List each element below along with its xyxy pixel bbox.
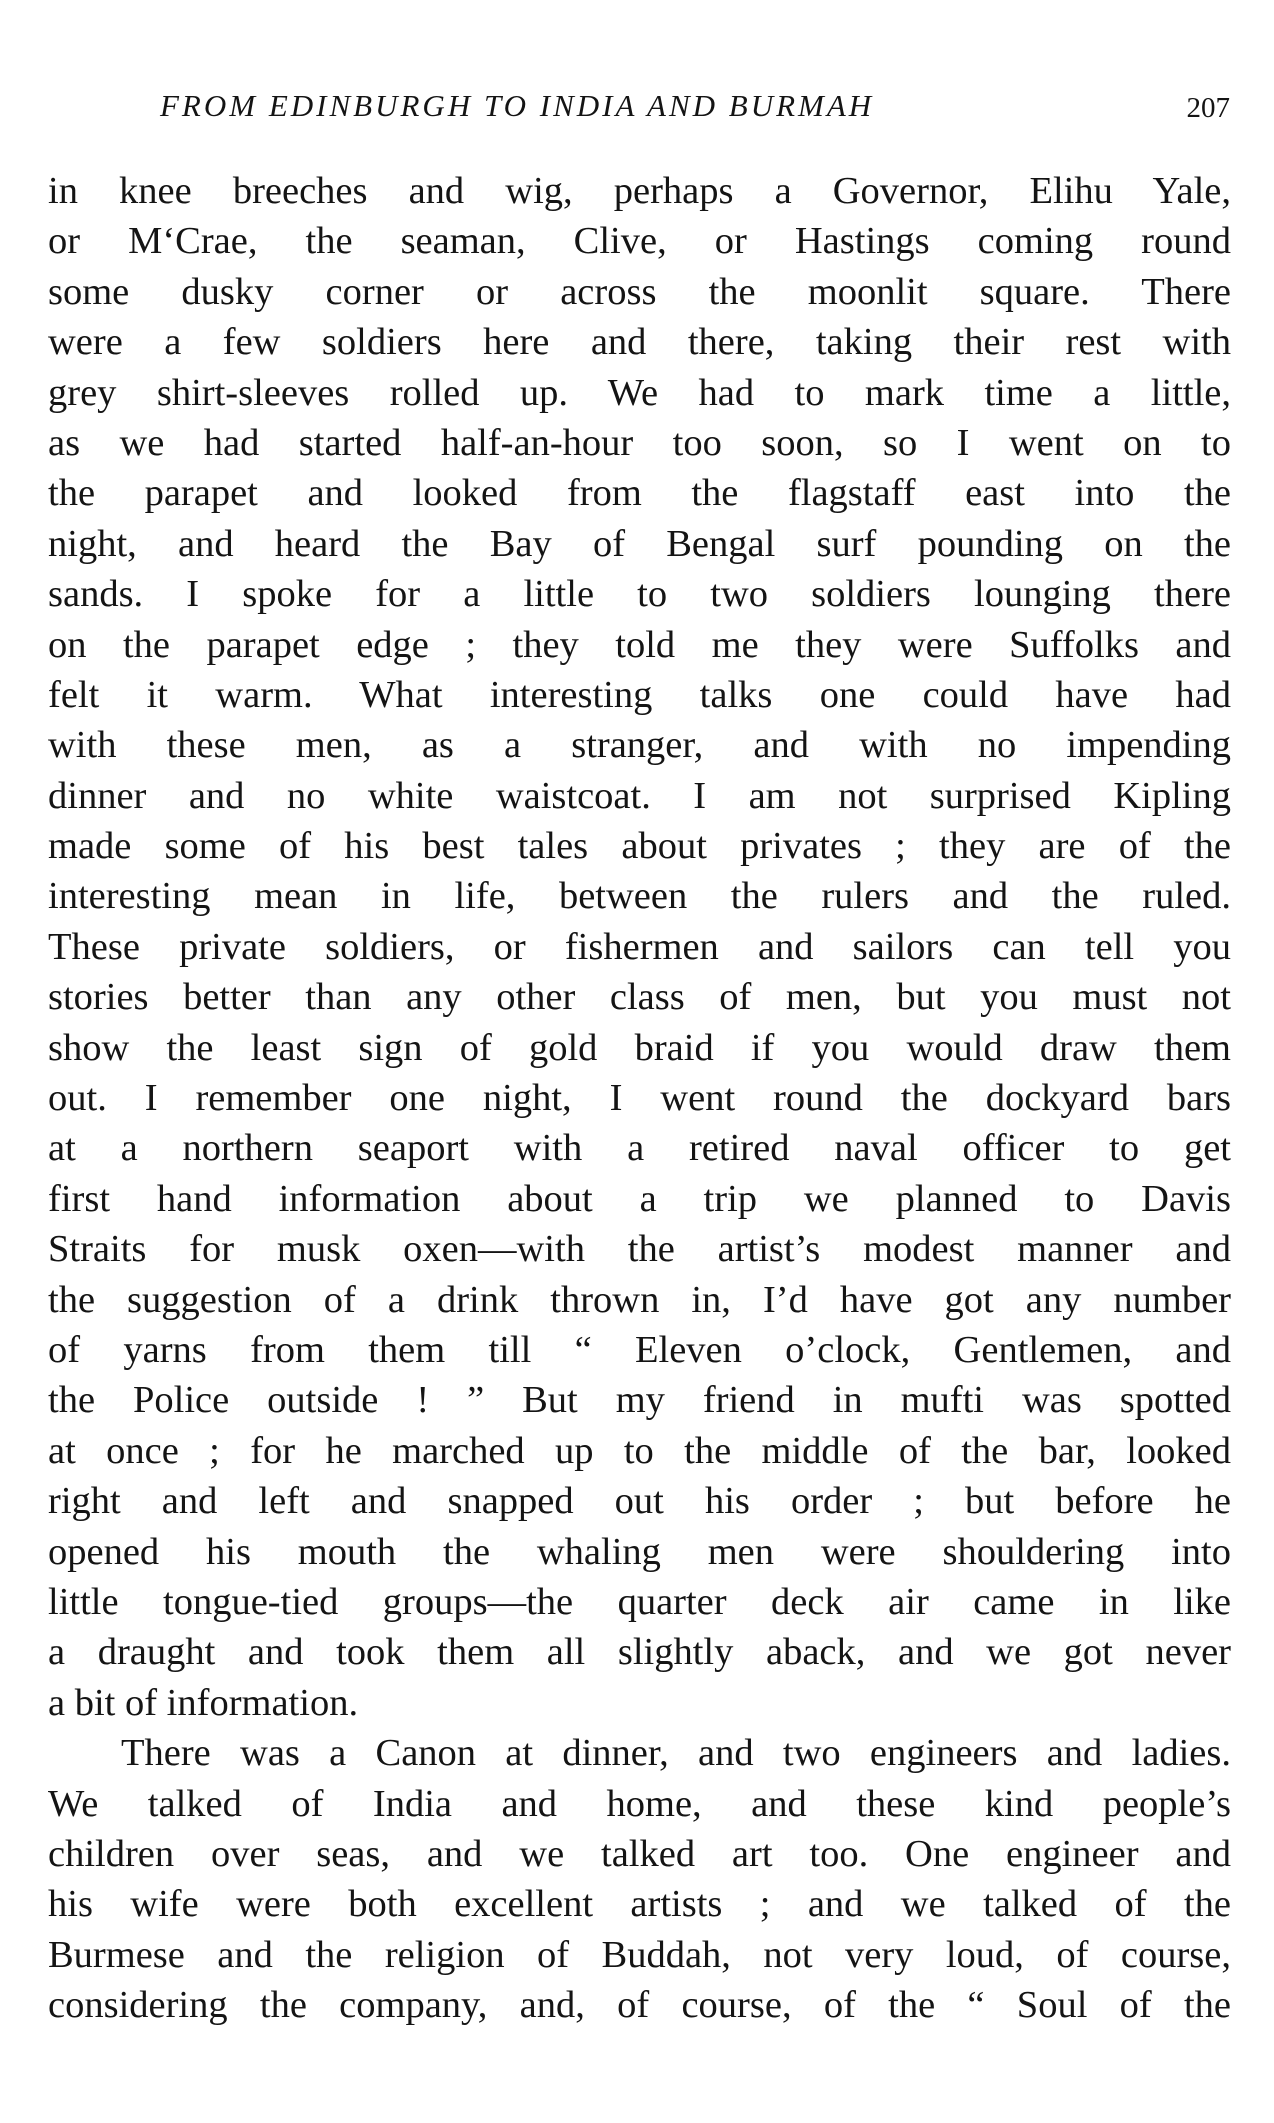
- text-line: grey shirt-sleeves rolled up. We had to mark time a little,: [48, 371, 1231, 414]
- body-text: [48, 166, 1231, 2030]
- text-line: felt it warm. What interesting talks one could have had: [48, 673, 1231, 716]
- text-line: show the least sign of gold braid if you would draw them: [48, 1026, 1231, 1069]
- text-line: on the parapet edge ; they told me they were Suffolks and: [48, 623, 1231, 666]
- text-line: considering the company, and, of course, of the “ Soul of the: [48, 1984, 1231, 2027]
- text-line: made some of his best tales about privates ; they are of the: [48, 825, 1231, 868]
- text-line: as we had started half-an-hour too soon, so I went on to: [48, 421, 1231, 464]
- text-line: right and left and snapped out his order ; but before he: [48, 1480, 1231, 1523]
- text-line: These private soldiers, or fishermen and sailors can tell you: [48, 925, 1231, 968]
- running-head: [160, 88, 1230, 128]
- running-title: FROM EDINBURGH TO INDIA AND BURMAH: [160, 88, 875, 123]
- text-line: We talked of India and home, and these kind people’s: [48, 1782, 1231, 1825]
- text-line: stories better than any other class of men, but you must not: [48, 976, 1231, 1019]
- paragraph-end-line: a bit of information.: [48, 1681, 359, 1724]
- text-line: opened his mouth the whaling men were shouldering into: [48, 1530, 1231, 1573]
- text-line: a draught and took them all slightly aback, and we got never: [48, 1631, 1231, 1674]
- page-number: 207: [1186, 92, 1230, 124]
- text-line: in knee breeches and wig, perhaps a Governor, Elihu Yale,: [48, 170, 1231, 212]
- text-line: out. I remember one night, I went round the dockyard bars: [48, 1077, 1231, 1120]
- text-line: night, and heard the Bay of Bengal surf pounding on the: [48, 522, 1231, 565]
- text-line: little tongue-tied groups—the quarter deck air came in like: [48, 1580, 1231, 1623]
- text-line: some dusky corner or across the moonlit square. There: [48, 270, 1231, 313]
- paragraph-start-line: There was a Canon at dinner, and two engineers and ladies.: [121, 1732, 1231, 1775]
- text-line: children over seas, and we talked art too. One engineer and: [48, 1832, 1231, 1875]
- text-line: sands. I spoke for a little to two soldiers lounging there: [48, 573, 1231, 616]
- text-line: the Police outside ! ” But my friend in mufti was spotted: [48, 1379, 1231, 1422]
- text-line: at a northern seaport with a retired naval officer to get: [48, 1127, 1231, 1170]
- text-line: the parapet and looked from the flagstaff east into the: [48, 472, 1231, 515]
- text-line: were a few soldiers here and there, taking their rest with: [48, 321, 1231, 364]
- text-line: first hand information about a trip we planned to Davis: [48, 1177, 1231, 1220]
- text-line: at once ; for he marched up to the middle of the bar, looked: [48, 1429, 1231, 1472]
- text-line: Straits for musk oxen—with the artist’s modest manner and: [48, 1228, 1231, 1271]
- text-line: dinner and no white waistcoat. I am not surprised Kipling: [48, 774, 1231, 817]
- text-line: with these men, as a stranger, and with no impending: [48, 724, 1231, 767]
- text-line: or M‘Crae, the seaman, Clive, or Hastings coming round: [48, 220, 1231, 263]
- text-line: the suggestion of a drink thrown in, I’d have got any number: [48, 1278, 1231, 1321]
- text-line: of yarns from them till “ Eleven o’clock, Gentlemen, and: [48, 1328, 1231, 1371]
- text-line: interesting mean in life, between the rulers and the ruled.: [48, 875, 1231, 918]
- text-line: his wife were both excellent artists ; and we talked of the: [48, 1883, 1231, 1926]
- text-line: Burmese and the religion of Buddah, not very loud, of course,: [48, 1933, 1231, 1976]
